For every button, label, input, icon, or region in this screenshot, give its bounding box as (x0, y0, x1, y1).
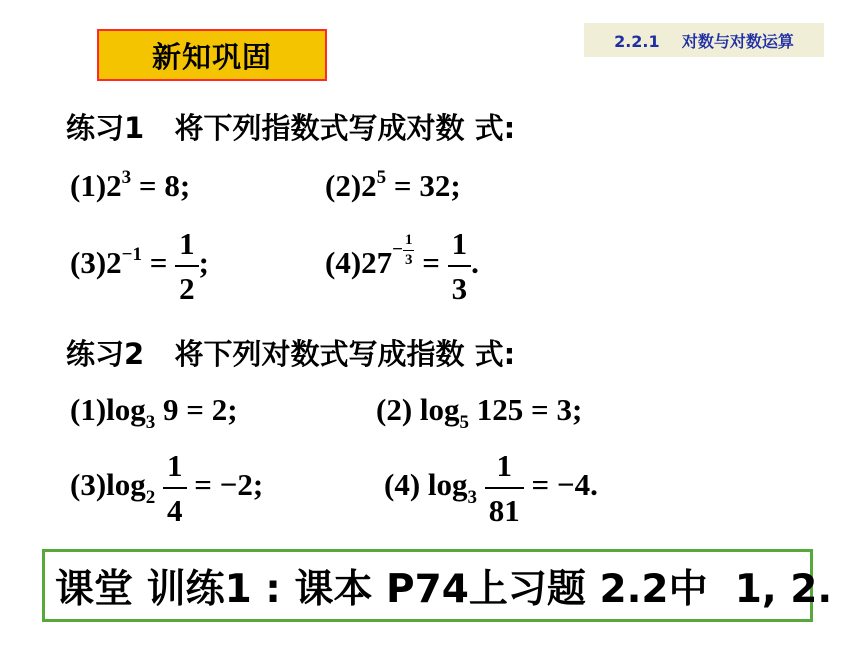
exercise2-item1: $(1)\log_3$ 9 = 2; (70, 392, 238, 433)
exercise1-item4: (4)27− $\frac{1}{3}$ = $\frac{1}{3}$ . (325, 226, 479, 306)
classroom-training-text: 课堂 训练1 : 课本 P74上习题 2.2中 1, 2. (55, 566, 833, 612)
fraction: $\frac{1}{3}$ (448, 228, 472, 304)
fraction: $\frac{1}{4}$ (163, 450, 187, 526)
exercise1-item1: $(1)2^3 = 8$; (70, 167, 191, 203)
exercise1-item3: $(3)2^{-1}$ = $\frac{1}{2}$ ; (70, 226, 209, 306)
exercise2-item2: (2) $\log_5 125 = 3$; (376, 392, 583, 433)
exercise1-heading: 练习1 将下列指数式写成对数 式: (66, 111, 516, 145)
exercise2-item4: (4) $\log_3$ $\frac{1}{81}$ = −4. (384, 448, 598, 528)
exercise1-item2: $(2)2^5 = 32$; (325, 167, 461, 203)
classroom-training-box (42, 549, 833, 622)
section-title-badge: 新知巩固 (97, 29, 327, 81)
exercise2-heading: 练习2 将下列对数式写成指数 式: (66, 337, 516, 371)
fraction: $\frac{1}{2}$ (175, 228, 199, 304)
chapter-label: 2.2.1 对数与对数运算 (584, 23, 824, 57)
fraction: $\frac{1}{81}$ (485, 450, 524, 526)
exercise2-item3: $(3)\log_2$ $\frac{1}{4}$ = −2; (70, 448, 264, 528)
fractional-exponent: − $\frac{1}{3}$ (392, 232, 413, 269)
